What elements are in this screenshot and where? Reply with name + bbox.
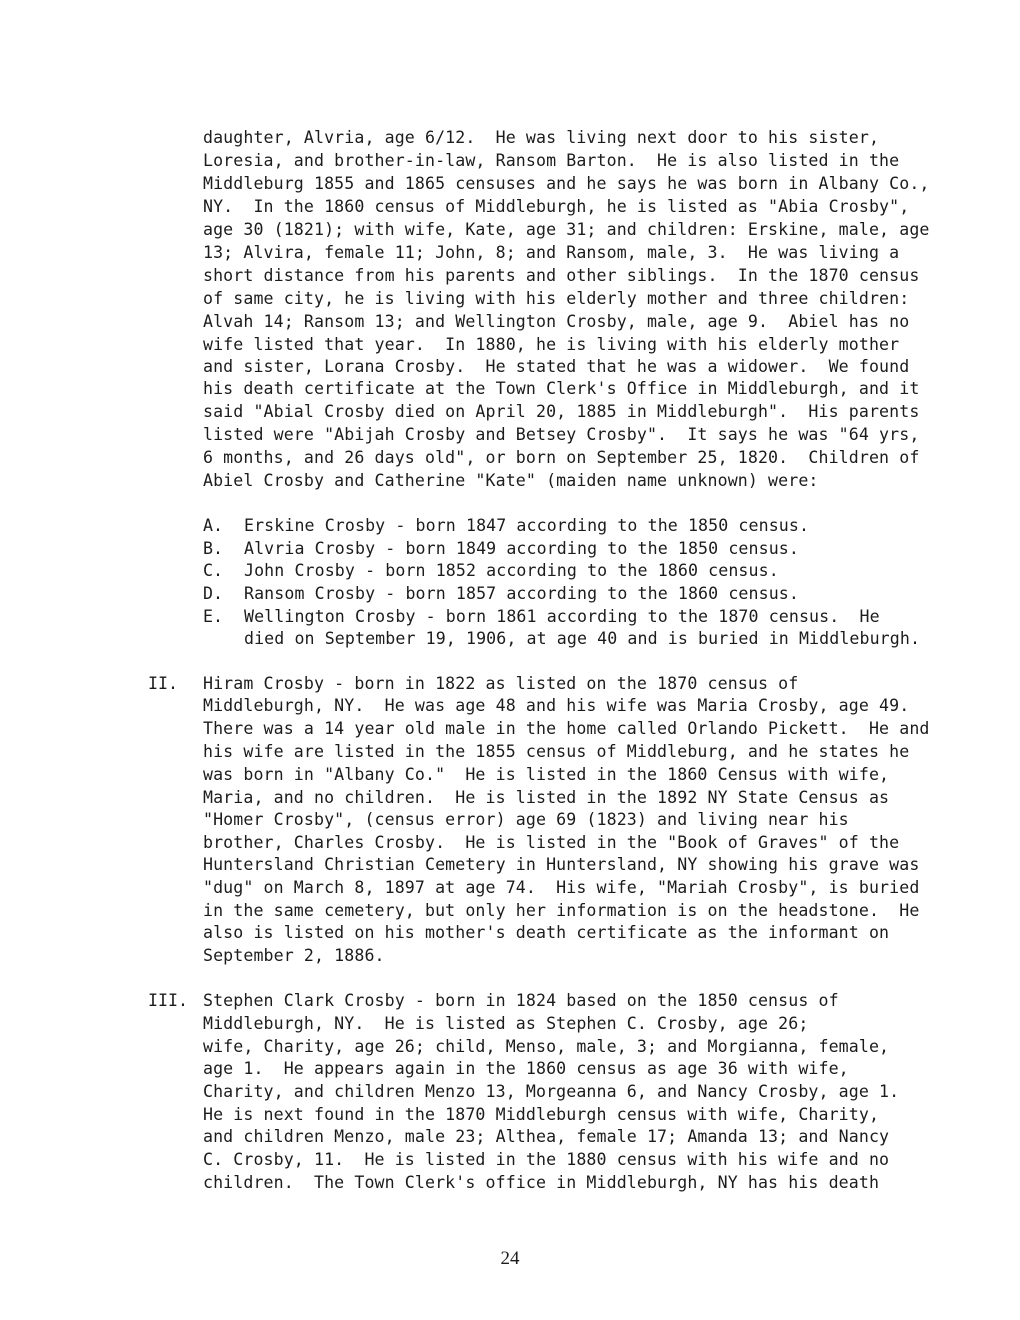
section-line: children. The Town Clerk's office in Middleburgh, NY has his death: [203, 1173, 880, 1192]
list-item-letter: E.: [203, 607, 223, 626]
intro-line: listed were "Abijah Crosby and Betsey Crosby". It says he was "64 yrs,: [203, 425, 920, 444]
list-item: Erskine Crosby - born 1847 according to the 1850 census.: [244, 516, 810, 535]
section-numeral: III.: [148, 991, 188, 1010]
intro-line: and sister, Lorana Crosby. He stated that he was a widower. We found: [203, 357, 910, 376]
section-line: Huntersland Christian Cemetery in Huntersland, NY showing his grave was: [203, 855, 920, 874]
intro-line: Alvah 14; Ransom 13; and Wellington Crosby, male, age 9. Abiel has no: [203, 312, 910, 331]
list-item: John Crosby - born 1852 according to the 1860 census.: [244, 561, 779, 580]
section-line: He is next found in the 1870 Middleburgh census with wife, Charity,: [203, 1105, 880, 1124]
section-line: also is listed on his mother's death certificate as the informant on: [203, 923, 890, 942]
section-line: Middleburgh, NY. He was age 48 and his wife was Maria Crosby, age 49.: [203, 696, 910, 715]
section-line: brother, Charles Crosby. He is listed in the "Book of Graves" of the: [203, 833, 900, 852]
intro-line: 13; Alvira, female 11; John, 8; and Ransom, male, 3. He was living a: [203, 243, 900, 262]
intro-line: wife listed that year. In 1880, he is living with his elderly mother: [203, 335, 900, 354]
section-line: age 1. He appears again in the 1860 census as age 36 with wife,: [203, 1059, 849, 1078]
section-line: "dug" on March 8, 1897 at age 74. His wife, "Mariah Crosby", is buried: [203, 878, 920, 897]
intro-line: age 30 (1821); with wife, Kate, age 31; and children: Erskine, male, age: [203, 220, 930, 239]
intro-line: Middleburg 1855 and 1865 censuses and he says he was born in Albany Co.,: [203, 174, 930, 193]
intro-line: his death certificate at the Town Clerk's Office in Middleburgh, and it: [203, 379, 920, 398]
intro-line: of same city, he is living with his elderly mother and three children:: [203, 289, 910, 308]
section-line: and children Menzo, male 23; Althea, female 17; Amanda 13; and Nancy: [203, 1127, 890, 1146]
intro-line: short distance from his parents and other siblings. In the 1870 census: [203, 266, 920, 285]
list-item-letter: B.: [203, 539, 223, 558]
section-line: C. Crosby, 11. He is listed in the 1880 census with his wife and no: [203, 1150, 890, 1169]
section-line: Hiram Crosby - born in 1822 as listed on the 1870 census of: [203, 674, 799, 693]
section-line: Middleburgh, NY. He is listed as Stephen C. Crosby, age 26;: [203, 1014, 809, 1033]
section-line: "Homer Crosby", (census error) age 69 (1823) and living near his: [203, 810, 849, 829]
section-line: in the same cemetery, but only her information is on the headstone. He: [203, 901, 920, 920]
section-numeral: II.: [148, 674, 178, 693]
intro-line: Loresia, and brother-in-law, Ransom Barton. He is also listed in the: [203, 151, 900, 170]
section-line: his wife are listed in the 1855 census of Middleburg, and he states he: [203, 742, 910, 761]
intro-line: Abiel Crosby and Catherine "Kate" (maiden name unknown) were:: [203, 471, 819, 490]
intro-line: NY. In the 1860 census of Middleburgh, he is listed as "Abia Crosby",: [203, 197, 910, 216]
intro-line: said "Abial Crosby died on April 20, 1885 in Middleburgh". His parents: [203, 402, 920, 421]
section-line: September 2, 1886.: [203, 946, 385, 965]
section-line: was born in "Albany Co." He is listed in the 1860 Census with wife,: [203, 765, 890, 784]
section-line: There was a 14 year old male in the home called Orlando Pickett. He and: [203, 719, 930, 738]
list-item-letter: C.: [203, 561, 223, 580]
page-number: 24: [500, 1248, 520, 1269]
list-item: Ransom Crosby - born 1857 according to the 1860 census.: [244, 584, 799, 603]
section-line: Charity, and children Menzo 13, Morgeanna 6, and Nancy Crosby, age 1.: [203, 1082, 900, 1101]
list-item: died on September 19, 1906, at age 40 and is buried in Middleburgh.: [244, 629, 921, 648]
section-line: wife, Charity, age 26; child, Menso, male, 3; and Morgianna, female,: [203, 1037, 890, 1056]
intro-line: 6 months, and 26 days old", or born on September 25, 1820. Children of: [203, 448, 920, 467]
list-item: Alvria Crosby - born 1849 according to the 1850 census.: [244, 539, 799, 558]
list-item-letter: A.: [203, 516, 223, 535]
list-item: Wellington Crosby - born 1861 according to the 1870 census. He: [244, 607, 880, 626]
list-item-letter: D.: [203, 584, 223, 603]
section-line: Stephen Clark Crosby - born in 1824 based on the 1850 census of: [203, 991, 839, 1010]
intro-line: daughter, Alvria, age 6/12. He was living next door to his sister,: [203, 128, 880, 147]
section-line: Maria, and no children. He is listed in the 1892 NY State Census as: [203, 788, 890, 807]
